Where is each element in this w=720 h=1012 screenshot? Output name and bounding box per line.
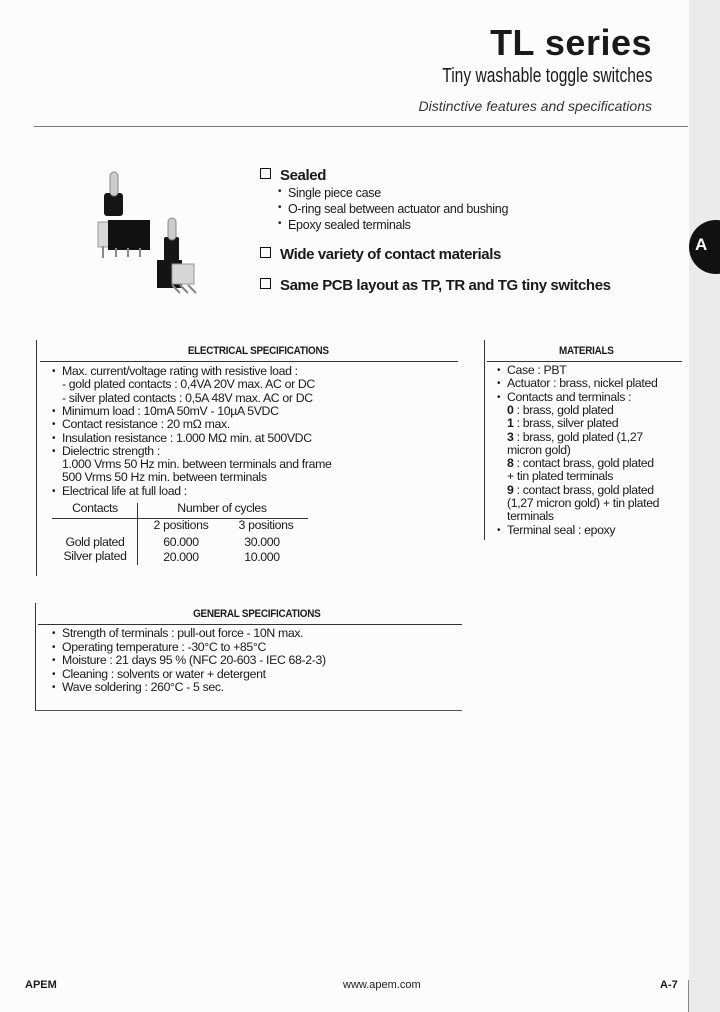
spec-line: • Cleaning : solvents or water + detergent [62,668,266,681]
material-line [507,524,615,537]
feature-pcb-layout [260,277,611,294]
spec-line: - gold plated contacts : 0,4VA 20V max. AC or DC [62,377,315,392]
material-line [507,417,618,430]
material-text: Contacts and terminals : [507,389,632,404]
feature-label: Sealed [280,167,326,184]
table-cell: Gold plated [65,535,125,549]
spec-line: • Operating temperature : -30°C to +85°C [62,641,266,654]
materials-title: MATERIALS [559,345,614,357]
table-divider [137,503,138,565]
material-line [507,404,613,417]
material-code: 8 [507,456,514,471]
general-title: GENERAL SPECIFICATIONS [193,608,321,620]
material-line [507,391,631,404]
general-rule [38,624,462,625]
material-text: + tin plated terminals [507,469,614,484]
checkbox-icon [260,168,271,179]
table-cell: 20.000 [163,550,199,564]
material-line [507,510,554,523]
table-header-contacts: Contacts [72,501,118,515]
general-bottom-rule [35,710,462,711]
electrical-rule [40,361,458,362]
feature-item: • Single piece case [288,186,381,200]
table-cell: 10.000 [244,550,280,564]
spec-line: • Minimum load : 10mA 50mV - 10µA 5VDC [62,405,279,418]
footer-url[interactable]: www.apem.com [343,979,421,991]
material-line [507,497,659,510]
material-text: micron gold) [507,442,571,457]
material-text: Case : PBT [507,363,567,377]
header-divider [34,126,688,127]
footer-brand: APEM [25,979,57,991]
product-photo [80,160,220,295]
checkbox-icon [260,247,271,258]
material-code: 3 [507,429,514,444]
electrical-border [36,340,37,576]
spec-line: • Insulation resistance : 1.000 MΩ min. at 500VDC [62,432,312,445]
table-subheader: 2 positions [153,518,209,532]
section-tab-label: A [695,235,708,254]
spec-line: • Strength of terminals : pull-out force - 10N max. [62,627,303,640]
material-line [507,377,657,390]
page-title: TL series [490,22,652,63]
material-text: Terminal seal : epoxy [507,522,616,537]
feature-label: Wide variety of contact materials [280,246,501,263]
material-text: Actuator : brass, nickel plated [507,376,658,391]
material-line [507,484,654,497]
material-code: 0 [507,402,514,417]
general-border [35,603,36,711]
spec-line: - silver plated contacts : 0,5A 48V max. AC or DC [62,390,313,405]
feature-item: • Epoxy sealed terminals [288,218,411,232]
material-text: : brass, silver plated [513,416,619,431]
table-cell: 30.000 [244,535,280,549]
material-text: : brass, gold plated [513,402,614,417]
spec-line: • Dielectric strength : [62,445,160,458]
footer-page-number: A-7 [660,979,678,991]
electrical-title: ELECTRICAL SPECIFICATIONS [187,345,329,357]
material-code: 1 [507,416,514,431]
footer-divider [688,980,689,1012]
spec-line: 500 Vrms 50 Hz min. between terminals [62,470,267,485]
material-text: : brass, gold plated (1,27 [513,429,643,444]
material-text: : contact brass, gold plated [513,482,654,497]
spec-line: • Wave soldering : 260°C - 5 sec. [62,681,224,694]
material-line [507,457,654,470]
material-line [507,364,566,377]
material-text: : contact brass, gold plated [513,456,654,471]
material-line [507,470,613,483]
table-cell: Silver plated [63,549,127,563]
feature-label: Same PCB layout as TP, TR and TG tiny switches [280,277,611,294]
material-text: (1,27 micron gold) + tin plated [507,496,660,510]
material-text: terminals [507,509,554,524]
page-subtitle: Tiny washable toggle switches [441,65,652,87]
feature-contact-materials [260,246,501,263]
material-line [507,431,643,444]
spec-line: • Contact resistance : 20 mΩ max. [62,418,230,431]
material-code: 9 [507,482,514,497]
spec-line: • Electrical life at full load : [62,485,187,498]
materials-border [484,340,485,540]
table-subheader: 3 positions [238,518,294,532]
spec-line: • Max. current/voltage rating with resistive load : [62,365,298,378]
page-tagline: Distinctive features and specifications [418,98,652,114]
materials-rule [487,361,682,362]
switch-vertical [98,172,150,258]
checkbox-icon [260,278,271,289]
switch-right-angle [157,218,196,293]
spec-line: 1.000 Vrms 50 Hz min. between terminals and frame [62,457,332,472]
spec-line: • Moisture : 21 days 95 % (NFC 20-603 - IEC 68-2-3) [62,654,326,667]
table-cell: 60.000 [163,535,199,549]
margin-strip [689,0,720,1012]
material-line [507,444,570,457]
table-header-cycles: Number of cycles [177,501,267,515]
feature-item: • O-ring seal between actuator and bushing [288,202,508,216]
feature-sealed [260,167,326,184]
